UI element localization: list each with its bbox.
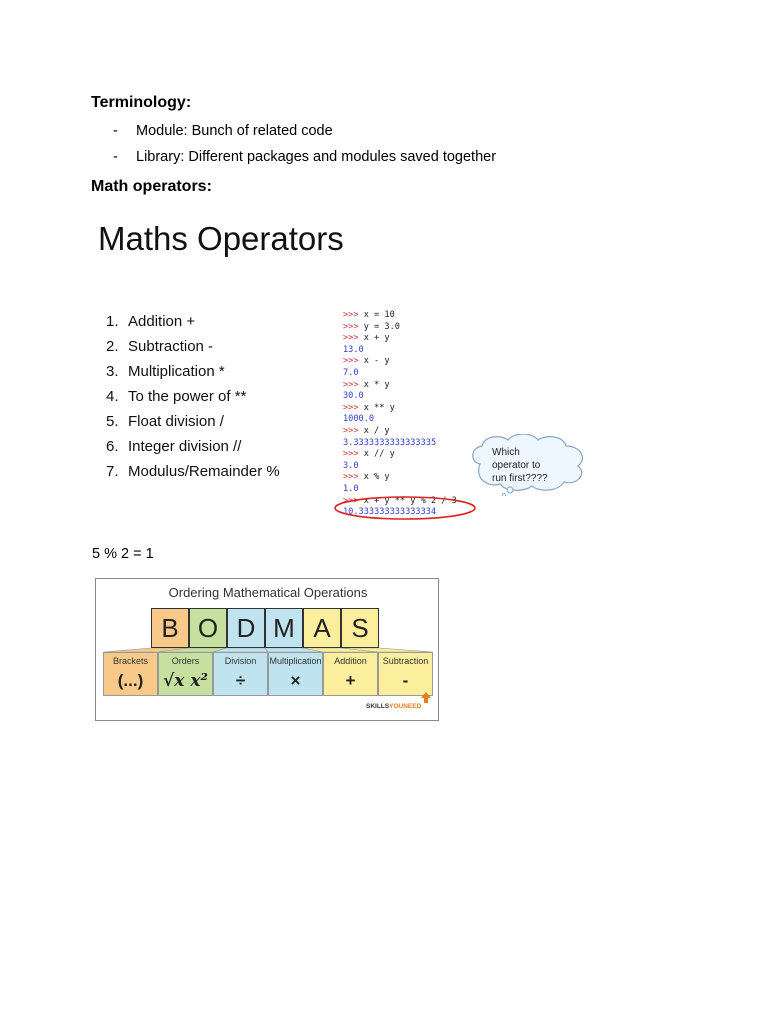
- console-output: 10.333333333333334: [343, 507, 437, 518]
- console-statement: x = 10: [363, 310, 395, 320]
- list-item: [113, 123, 563, 141]
- operators-list: [106, 312, 280, 487]
- console-statement: x // y: [363, 449, 395, 460]
- bodmas-category-division: [213, 652, 268, 696]
- bubble-line: run first????: [492, 473, 548, 484]
- bodmas-letter: O: [189, 608, 227, 648]
- operator-label: Float division /: [128, 413, 224, 430]
- category-symbol: ×: [290, 671, 301, 690]
- bullet-dash: -: [113, 149, 118, 165]
- console-output: 1.0: [343, 483, 359, 494]
- skills-you-need-logo: [366, 703, 421, 710]
- bodmas-letter: A: [303, 608, 341, 648]
- console-output: 13.0: [343, 344, 364, 355]
- bodmas-connectors: [96, 579, 440, 722]
- console-prompt: >>>: [343, 310, 364, 320]
- category-label: Addition: [334, 656, 367, 666]
- console-output: 3.0: [343, 460, 359, 471]
- console-prompt: >>>: [343, 472, 364, 483]
- console-prompt: >>>: [343, 425, 364, 436]
- console-line: [343, 333, 457, 345]
- operator-label: To the power of **: [128, 388, 247, 405]
- list-item: [106, 337, 280, 362]
- bodmas-category-addition: [323, 652, 378, 696]
- console-statement: x ** y: [363, 402, 395, 413]
- console-line: [343, 449, 457, 461]
- maths-operators-slide: [92, 212, 612, 532]
- console-prompt: >>>: [343, 379, 364, 390]
- console-statement: x - y: [363, 356, 390, 367]
- console-statement: y = 3.0: [363, 321, 400, 332]
- console-line: [343, 414, 457, 426]
- console-line: [343, 403, 457, 415]
- operator-label: Subtraction -: [128, 338, 214, 355]
- list-number: 6.: [106, 438, 119, 455]
- category-symbol: -: [402, 671, 409, 690]
- bubble-line: Which: [492, 447, 520, 458]
- console-prompt: >>>: [343, 495, 364, 506]
- console-line: [343, 426, 457, 438]
- python-console: [343, 310, 457, 519]
- list-number: 2.: [106, 338, 119, 355]
- console-prompt: >>>: [343, 356, 364, 367]
- thought-bubble-text: [492, 446, 562, 485]
- operator-label: Integer division //: [128, 438, 242, 455]
- highlight-ellipse: [332, 494, 478, 522]
- bodmas-title: Ordering Mathematical Operations: [168, 585, 368, 600]
- logo-text-brand: YOUNEED: [389, 703, 422, 710]
- console-statement: x + y: [363, 333, 390, 344]
- console-line: [343, 391, 457, 403]
- list-item: [106, 387, 280, 412]
- category-symbol: +: [345, 671, 356, 690]
- bodmas-category-subtraction: [378, 652, 433, 696]
- console-prompt: >>>: [343, 321, 364, 332]
- category-symbol: ÷: [235, 671, 246, 690]
- bodmas-category-brackets: [103, 652, 158, 696]
- category-label: Multiplication: [269, 656, 322, 666]
- category-label: Subtraction: [382, 656, 429, 666]
- console-output: 7.0: [343, 367, 359, 378]
- category-label: Orders: [171, 656, 200, 666]
- slide-title: Maths Operators: [98, 220, 344, 257]
- terminology-heading: Terminology:: [91, 94, 192, 111]
- bodmas-category-multiplication: [268, 652, 323, 696]
- console-line: [343, 345, 457, 357]
- console-line: [343, 356, 457, 368]
- console-line: [343, 310, 457, 322]
- console-output: 1000.0: [343, 414, 375, 425]
- category-label: Brackets: [112, 656, 148, 666]
- list-item: [106, 312, 280, 337]
- category-symbol: √x x²: [163, 671, 208, 691]
- logo-text: SKILLS: [366, 703, 390, 710]
- list-item: [113, 149, 563, 167]
- bodmas-letter: S: [341, 608, 379, 648]
- bodmas-diagram: [95, 578, 439, 721]
- console-statement: x + y ** y % 2 / 3: [363, 495, 457, 506]
- math-operators-heading: Math operators:: [91, 178, 212, 195]
- modulo-example: 5 % 2 = 1: [92, 546, 154, 562]
- list-item-text: Library: Different packages and modules saved together: [136, 149, 497, 165]
- console-statement: x % y: [363, 472, 390, 483]
- console-output: 30.0: [343, 391, 364, 402]
- list-item: [106, 462, 280, 487]
- list-number: 7.: [106, 463, 119, 480]
- operator-label: Addition +: [128, 313, 196, 330]
- bubble-line: operator to: [492, 460, 541, 471]
- console-prompt: >>>: [343, 402, 364, 413]
- list-number: 1.: [106, 313, 119, 330]
- arrow-up-icon: [421, 692, 431, 703]
- bodmas-category-orders: [158, 652, 213, 696]
- console-line: [343, 322, 457, 334]
- console-statement: x / y: [363, 425, 390, 436]
- bodmas-letter: B: [151, 608, 189, 648]
- console-line: [343, 368, 457, 380]
- console-statement: x * y: [363, 379, 390, 390]
- list-item: [106, 362, 280, 387]
- bodmas-letter: D: [227, 608, 265, 648]
- list-number: 3.: [106, 363, 119, 380]
- list-item-text: Module: Bunch of related code: [136, 123, 333, 139]
- list-item: [106, 437, 280, 462]
- operator-label: Multiplication *: [128, 363, 225, 380]
- console-line: [343, 380, 457, 392]
- list-number: 4.: [106, 388, 119, 405]
- bullet-dash: -: [113, 123, 118, 139]
- operator-label: Modulus/Remainder %: [128, 463, 280, 480]
- console-output: 3.3333333333333335: [343, 437, 437, 448]
- list-number: 5.: [106, 413, 119, 430]
- console-prompt: >>>: [343, 449, 364, 460]
- category-symbol: (...): [117, 671, 144, 690]
- console-line: [343, 472, 457, 484]
- category-label: Division: [224, 656, 257, 666]
- list-item: [106, 412, 280, 437]
- console-prompt: >>>: [343, 333, 364, 344]
- bodmas-letter: M: [265, 608, 303, 648]
- console-line: [343, 461, 457, 473]
- console-line: [343, 438, 457, 450]
